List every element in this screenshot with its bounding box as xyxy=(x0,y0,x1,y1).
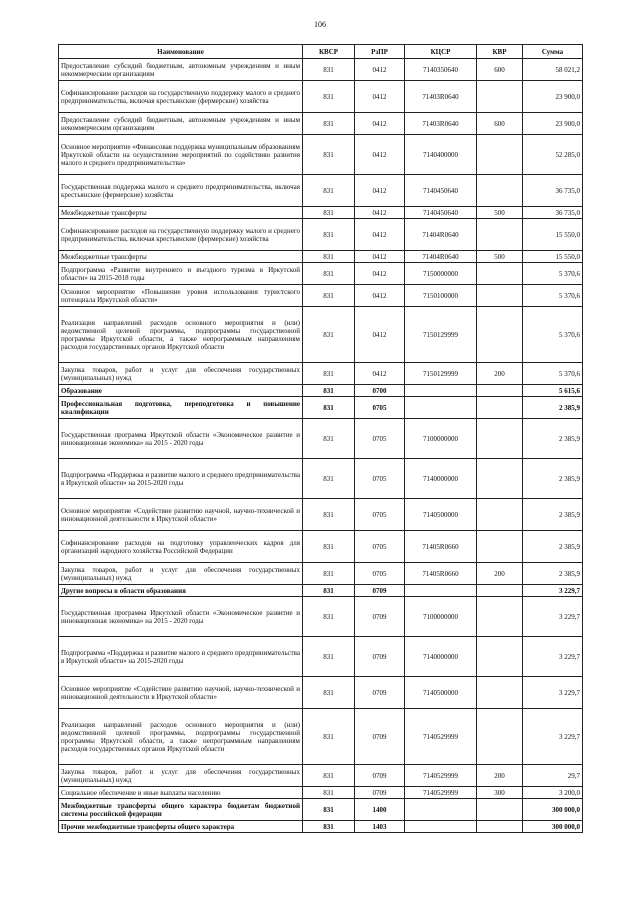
rzpr-cell: 0412 xyxy=(355,307,405,363)
sum-cell: 2 385,9 xyxy=(523,397,583,419)
name-cell: Основное мероприятие «Содействие развитию научной, научно-технической и инновационной деятельности в Иркутской области» xyxy=(59,677,303,709)
kvr-cell xyxy=(477,585,523,597)
kvsr-cell: 831 xyxy=(303,207,355,219)
name-cell: Межбюджетные трансферты общего характера бюджетам бюджетной системы российской федерации xyxy=(59,799,303,821)
name-cell: Реализация направлений расходов основного мероприятия и (или) ведомственной целевой программы, подпрограммы государственной программы Иркутской области, а также непрограммным направлениям расходов государственных органов Иркутской области xyxy=(59,307,303,363)
name-cell: Софинансирование расходов на государственную поддержку малого и среднего предпринимательства, включая крестьянские (фермерские) хозяйства xyxy=(59,219,303,251)
kvsr-cell: 831 xyxy=(303,459,355,499)
rzpr-cell: 0709 xyxy=(355,765,405,787)
kcsr-cell: 7150129999 xyxy=(405,307,477,363)
rzpr-cell: 0700 xyxy=(355,385,405,397)
sum-cell: 5 615,6 xyxy=(523,385,583,397)
kcsr-cell: 7150100000 xyxy=(405,285,477,307)
kvsr-cell: 831 xyxy=(303,81,355,113)
kvsr-cell: 831 xyxy=(303,563,355,585)
name-cell: Основное мероприятие «Повышение уровня использования туристского потенциала Иркутской области» xyxy=(59,285,303,307)
kvr-cell xyxy=(477,219,523,251)
kvsr-cell: 831 xyxy=(303,765,355,787)
header-rzpr: РзПР xyxy=(355,45,405,59)
kvr-cell xyxy=(477,81,523,113)
page-number: 106 xyxy=(314,20,326,29)
kvr-cell xyxy=(477,799,523,821)
kcsr-cell: 7100000000 xyxy=(405,419,477,459)
budget-table xyxy=(58,44,583,833)
name-cell: Основное мероприятие «Финансовая поддержка муниципальным образованиям Иркутской области на осуществление мероприятий по содействию развития малого и среднего предпринимательства» xyxy=(59,135,303,175)
sum-cell: 3 229,7 xyxy=(523,709,583,765)
kvsr-cell: 831 xyxy=(303,175,355,207)
rzpr-cell: 0412 xyxy=(355,263,405,285)
sum-cell: 3 229,7 xyxy=(523,597,583,637)
name-cell: Закупка товаров, работ и услуг для обеспечения государственных (муниципальных) нужд xyxy=(59,765,303,787)
table-row xyxy=(59,251,583,263)
kvsr-cell: 831 xyxy=(303,385,355,397)
kvsr-cell: 831 xyxy=(303,251,355,263)
table-row xyxy=(59,363,583,385)
header-name: Наименование xyxy=(59,45,303,59)
kvr-cell: 200 xyxy=(477,363,523,385)
kcsr-cell: 71405R0660 xyxy=(405,563,477,585)
kvsr-cell: 831 xyxy=(303,363,355,385)
kvsr-cell: 831 xyxy=(303,637,355,677)
kcsr-cell: 7140529999 xyxy=(405,709,477,765)
rzpr-cell: 0412 xyxy=(355,113,405,135)
kvr-cell xyxy=(477,397,523,419)
sum-cell: 58 021,2 xyxy=(523,59,583,81)
kvr-cell xyxy=(477,459,523,499)
kvr-cell xyxy=(477,597,523,637)
sum-cell: 52 285,0 xyxy=(523,135,583,175)
kvsr-cell: 831 xyxy=(303,709,355,765)
name-cell: Профессиональная подготовка, переподготовка и повышение квалификации xyxy=(59,397,303,419)
kvr-cell: 200 xyxy=(477,563,523,585)
kvr-cell xyxy=(477,307,523,363)
name-cell: Прочие межбюджетные трансферты общего характера xyxy=(59,821,303,833)
name-cell: Софинансирование расходов на государственную поддержку малого и среднего предпринимательства, включая крестьянские (фермерские) хозяйства xyxy=(59,81,303,113)
kvsr-cell: 831 xyxy=(303,585,355,597)
header-kvsr: КВСР xyxy=(303,45,355,59)
kvsr-cell: 831 xyxy=(303,397,355,419)
rzpr-cell: 0705 xyxy=(355,459,405,499)
kcsr-cell: 7140450640 xyxy=(405,207,477,219)
name-cell: Закупка товаров, работ и услуг для обеспечения государственных (муниципальных) нужд xyxy=(59,563,303,585)
table-row xyxy=(59,81,583,113)
sum-cell: 5 370,6 xyxy=(523,263,583,285)
rzpr-cell: 0705 xyxy=(355,531,405,563)
kvr-cell xyxy=(477,135,523,175)
kcsr-cell: 7140500000 xyxy=(405,677,477,709)
name-cell: Межбюджетные трансферты xyxy=(59,207,303,219)
rzpr-cell: 0705 xyxy=(355,419,405,459)
table-row xyxy=(59,585,583,597)
name-cell: Основное мероприятие «Содействие развитию научной, научно-технической и инновационной деятельности в Иркутской области» xyxy=(59,499,303,531)
kcsr-cell: 71404R0640 xyxy=(405,219,477,251)
name-cell: Государственная поддержка малого и среднего предпринимательства, включая крестьянские (фермерские) хозяйства xyxy=(59,175,303,207)
sum-cell: 29,7 xyxy=(523,765,583,787)
kvsr-cell: 831 xyxy=(303,499,355,531)
kvr-cell xyxy=(477,285,523,307)
kvr-cell: 300 xyxy=(477,787,523,799)
kvsr-cell: 831 xyxy=(303,597,355,637)
rzpr-cell: 0709 xyxy=(355,597,405,637)
sum-cell: 36 735,0 xyxy=(523,207,583,219)
rzpr-cell: 0412 xyxy=(355,59,405,81)
kvsr-cell: 831 xyxy=(303,263,355,285)
kvr-cell xyxy=(477,385,523,397)
kcsr-cell: 71404R0640 xyxy=(405,251,477,263)
sum-cell: 5 370,6 xyxy=(523,285,583,307)
kcsr-cell: 7140450640 xyxy=(405,175,477,207)
table-row xyxy=(59,135,583,175)
kvsr-cell: 831 xyxy=(303,799,355,821)
sum-cell: 36 735,0 xyxy=(523,175,583,207)
name-cell: Социальное обеспечение и иные выплаты населению xyxy=(59,787,303,799)
kvr-cell xyxy=(477,677,523,709)
table-row xyxy=(59,207,583,219)
kcsr-cell: 7140500000 xyxy=(405,499,477,531)
table-row xyxy=(59,419,583,459)
rzpr-cell: 0705 xyxy=(355,563,405,585)
table-row xyxy=(59,563,583,585)
kcsr-cell: 7140350640 xyxy=(405,59,477,81)
kcsr-cell: 71403R0640 xyxy=(405,81,477,113)
sum-cell: 300 000,0 xyxy=(523,799,583,821)
kcsr-cell: 7150000000 xyxy=(405,263,477,285)
table-row xyxy=(59,385,583,397)
sum-cell: 3 229,7 xyxy=(523,585,583,597)
kvsr-cell: 831 xyxy=(303,307,355,363)
kvr-cell: 200 xyxy=(477,765,523,787)
kvr-cell xyxy=(477,175,523,207)
sum-cell: 23 900,0 xyxy=(523,113,583,135)
sum-cell: 3 200,0 xyxy=(523,787,583,799)
rzpr-cell: 0412 xyxy=(355,363,405,385)
kcsr-cell: 7140400000 xyxy=(405,135,477,175)
table-row xyxy=(59,175,583,207)
kcsr-cell: 7140000000 xyxy=(405,459,477,499)
kvr-cell: 600 xyxy=(477,113,523,135)
header-kcsr: КЦСР xyxy=(405,45,477,59)
kvr-cell xyxy=(477,709,523,765)
kvr-cell: 600 xyxy=(477,59,523,81)
table-row xyxy=(59,709,583,765)
name-cell: Реализация направлений расходов основного мероприятия и (или) ведомственной целевой программы, подпрограммы государственной программы Иркутской области, а также непрограммным направлениям расходов государственных органов Иркутской области xyxy=(59,709,303,765)
name-cell: Образование xyxy=(59,385,303,397)
sum-cell: 5 370,6 xyxy=(523,363,583,385)
sum-cell: 5 370,6 xyxy=(523,307,583,363)
kcsr-cell: 7100000000 xyxy=(405,597,477,637)
table-row xyxy=(59,499,583,531)
name-cell: Межбюджетные трансферты xyxy=(59,251,303,263)
name-cell: Предоставление субсидий бюджетным, автономным учреждениям и иным некоммерческим организациям xyxy=(59,113,303,135)
header-row xyxy=(59,45,583,59)
kvr-cell xyxy=(477,419,523,459)
header-kvr: КВР xyxy=(477,45,523,59)
kvsr-cell: 831 xyxy=(303,219,355,251)
sum-cell: 2 385,9 xyxy=(523,499,583,531)
sum-cell: 15 550,0 xyxy=(523,219,583,251)
rzpr-cell: 0705 xyxy=(355,397,405,419)
name-cell: Закупка товаров, работ и услуг для обеспечения государственных (муниципальных) нужд xyxy=(59,363,303,385)
kcsr-cell: 71403R0640 xyxy=(405,113,477,135)
table-row xyxy=(59,307,583,363)
rzpr-cell: 0412 xyxy=(355,219,405,251)
table-row xyxy=(59,113,583,135)
table-row xyxy=(59,597,583,637)
rzpr-cell: 0412 xyxy=(355,207,405,219)
table-row xyxy=(59,397,583,419)
rzpr-cell: 0709 xyxy=(355,677,405,709)
kvsr-cell: 831 xyxy=(303,821,355,833)
kvsr-cell: 831 xyxy=(303,419,355,459)
sum-cell: 2 385,9 xyxy=(523,563,583,585)
rzpr-cell: 0709 xyxy=(355,585,405,597)
rzpr-cell: 0412 xyxy=(355,251,405,263)
kvsr-cell: 831 xyxy=(303,113,355,135)
table-row xyxy=(59,263,583,285)
table-row xyxy=(59,59,583,81)
sum-cell: 2 385,9 xyxy=(523,531,583,563)
kcsr-cell: 7140529999 xyxy=(405,787,477,799)
kvr-cell: 500 xyxy=(477,207,523,219)
kvsr-cell: 831 xyxy=(303,677,355,709)
rzpr-cell: 0412 xyxy=(355,135,405,175)
kcsr-cell: 7150129999 xyxy=(405,363,477,385)
rzpr-cell: 0709 xyxy=(355,709,405,765)
kvr-cell xyxy=(477,263,523,285)
rzpr-cell: 0705 xyxy=(355,499,405,531)
table-row xyxy=(59,787,583,799)
kvsr-cell: 831 xyxy=(303,135,355,175)
name-cell: Подпрограмма «Поддержка и развитие малого и среднего предпринимательства в Иркутской области» на 2015-2020 годы xyxy=(59,459,303,499)
table-row xyxy=(59,219,583,251)
name-cell: Подпрограмма «Развитие внутреннего и въездного туризма в Иркутской области» на 2015-2018 годы xyxy=(59,263,303,285)
rzpr-cell: 0709 xyxy=(355,637,405,677)
sum-cell: 2 385,9 xyxy=(523,459,583,499)
kcsr-cell xyxy=(405,397,477,419)
sum-cell: 15 550,0 xyxy=(523,251,583,263)
kcsr-cell: 71405R0660 xyxy=(405,531,477,563)
table-row xyxy=(59,285,583,307)
sum-cell: 3 229,7 xyxy=(523,637,583,677)
kcsr-cell xyxy=(405,385,477,397)
sum-cell: 2 385,9 xyxy=(523,419,583,459)
kcsr-cell xyxy=(405,585,477,597)
kvsr-cell: 831 xyxy=(303,59,355,81)
kcsr-cell xyxy=(405,821,477,833)
rzpr-cell: 0709 xyxy=(355,787,405,799)
kvr-cell xyxy=(477,821,523,833)
kvsr-cell: 831 xyxy=(303,531,355,563)
name-cell: Подпрограмма «Поддержка и развитие малого и среднего предпринимательства в Иркутской области» на 2015-2020 годы xyxy=(59,637,303,677)
rzpr-cell: 0412 xyxy=(355,175,405,207)
name-cell: Софинансирование расходов на подготовку управленческих кадров для организаций народного хозяйства Российской Федерации xyxy=(59,531,303,563)
kvr-cell xyxy=(477,499,523,531)
table-row xyxy=(59,637,583,677)
table-row xyxy=(59,531,583,563)
kvsr-cell: 831 xyxy=(303,787,355,799)
table-row xyxy=(59,459,583,499)
table-row xyxy=(59,677,583,709)
rzpr-cell: 0412 xyxy=(355,81,405,113)
rzpr-cell: 0412 xyxy=(355,285,405,307)
table-row xyxy=(59,765,583,787)
sum-cell: 300 000,0 xyxy=(523,821,583,833)
kcsr-cell xyxy=(405,799,477,821)
sum-cell: 23 900,0 xyxy=(523,81,583,113)
header-sum: Сумма xyxy=(523,45,583,59)
name-cell: Государственная программа Иркутской области «Экономическое развитие и инновационная экономика» на 2015 - 2020 годы xyxy=(59,419,303,459)
kvsr-cell: 831 xyxy=(303,285,355,307)
kvr-cell xyxy=(477,637,523,677)
kvr-cell: 500 xyxy=(477,251,523,263)
rzpr-cell: 1400 xyxy=(355,799,405,821)
name-cell: Предоставление субсидий бюджетным, автономным учреждениям и иным некоммерческим организациям xyxy=(59,59,303,81)
kcsr-cell: 7140529999 xyxy=(405,765,477,787)
table-row xyxy=(59,821,583,833)
kvr-cell xyxy=(477,531,523,563)
sum-cell: 3 229,7 xyxy=(523,677,583,709)
rzpr-cell: 1403 xyxy=(355,821,405,833)
kcsr-cell: 7140000000 xyxy=(405,637,477,677)
name-cell: Другие вопросы в области образования xyxy=(59,585,303,597)
table-row xyxy=(59,799,583,821)
name-cell: Государственная программа Иркутской области «Экономическое развитие и инновационная экономика» на 2015 - 2020 годы xyxy=(59,597,303,637)
